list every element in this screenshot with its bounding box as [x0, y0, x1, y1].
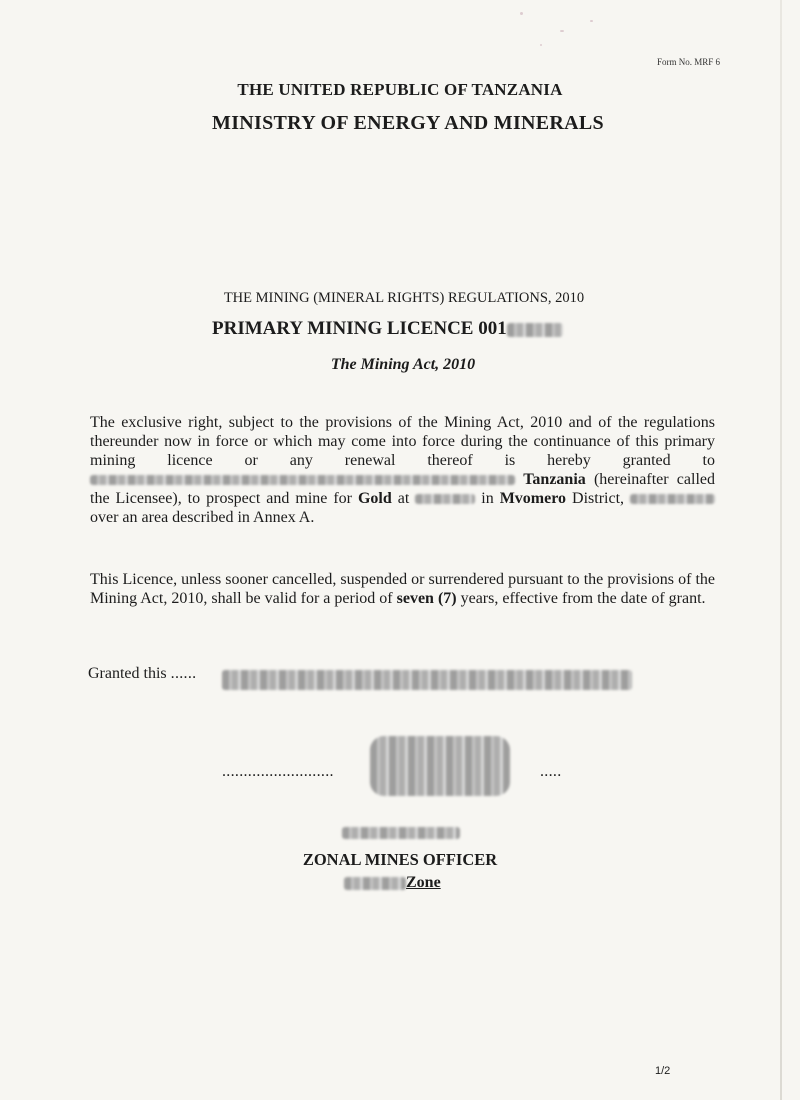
- redacted-zone-name: [344, 877, 406, 890]
- grant-text: over an area described in Annex A.: [90, 509, 315, 526]
- grant-text: in: [475, 490, 500, 507]
- ink-speck: [520, 12, 523, 15]
- signature-line-right: .....: [540, 763, 562, 780]
- redacted-signature: [370, 736, 510, 796]
- redacted-location: [415, 494, 475, 504]
- validity-text: This Licence, unless sooner cancelled, suspended or surrendered pursuant to the provisions of the Mining Act, 2010, shall be valid for a period of: [90, 571, 715, 607]
- ink-speck: [540, 44, 542, 46]
- mineral-type: Gold: [357, 490, 392, 507]
- grant-text: at: [391, 490, 416, 507]
- licence-title-text: PRIMARY MINING LICENCE 001: [212, 318, 507, 339]
- page-number: 1/2: [655, 1065, 671, 1077]
- ink-speck: [560, 30, 564, 32]
- grant-paragraph: [90, 413, 715, 527]
- redacted-grant-date: [222, 670, 632, 690]
- officer-title: ZONAL MINES OFFICER: [302, 850, 498, 869]
- redacted-area-reference: [630, 494, 715, 504]
- district-name: Mvomero: [499, 490, 567, 507]
- grant-text: (hereinafter called the Licensee), to prospect and mine for: [90, 471, 715, 507]
- zone-line: [344, 874, 441, 892]
- redacted-licence-number: [507, 323, 563, 337]
- grant-text: The exclusive right, subject to the provisions of the Mining Act, 2010 and of the regulations thereunder now in force or which may come into force during the continuance of this primary mining licence or any renewal thereof is hereby granted to: [90, 414, 715, 469]
- republic-heading: THE UNITED REPUBLIC OF TANZANIA: [237, 80, 563, 99]
- act-subtitle: The Mining Act, 2010: [330, 356, 476, 373]
- licensee-country: Tanzania: [523, 471, 586, 488]
- licence-title: [212, 318, 563, 340]
- validity-paragraph: [90, 570, 715, 608]
- granted-dots: ......: [170, 665, 197, 682]
- redacted-officer-name: [342, 827, 460, 839]
- page-fold-edge: [780, 0, 782, 1100]
- form-number: Form No. MRF 6: [656, 57, 720, 67]
- ministry-heading: MINISTRY OF ENERGY AND MINERALS: [212, 112, 604, 134]
- granted-label: Granted this: [88, 665, 167, 682]
- zone-label: Zone: [406, 874, 441, 891]
- redacted-licensee-name: [90, 475, 515, 485]
- ink-speck: [590, 20, 593, 22]
- validity-text: years, effective from the date of grant.: [456, 590, 706, 607]
- signature-line-left: ..........................: [222, 763, 334, 780]
- validity-period: seven (7): [396, 590, 457, 607]
- regulations-heading: THE MINING (MINERAL RIGHTS) REGULATIONS, 2010: [223, 290, 585, 306]
- grant-text: District,: [566, 490, 630, 507]
- granted-line: [88, 665, 196, 683]
